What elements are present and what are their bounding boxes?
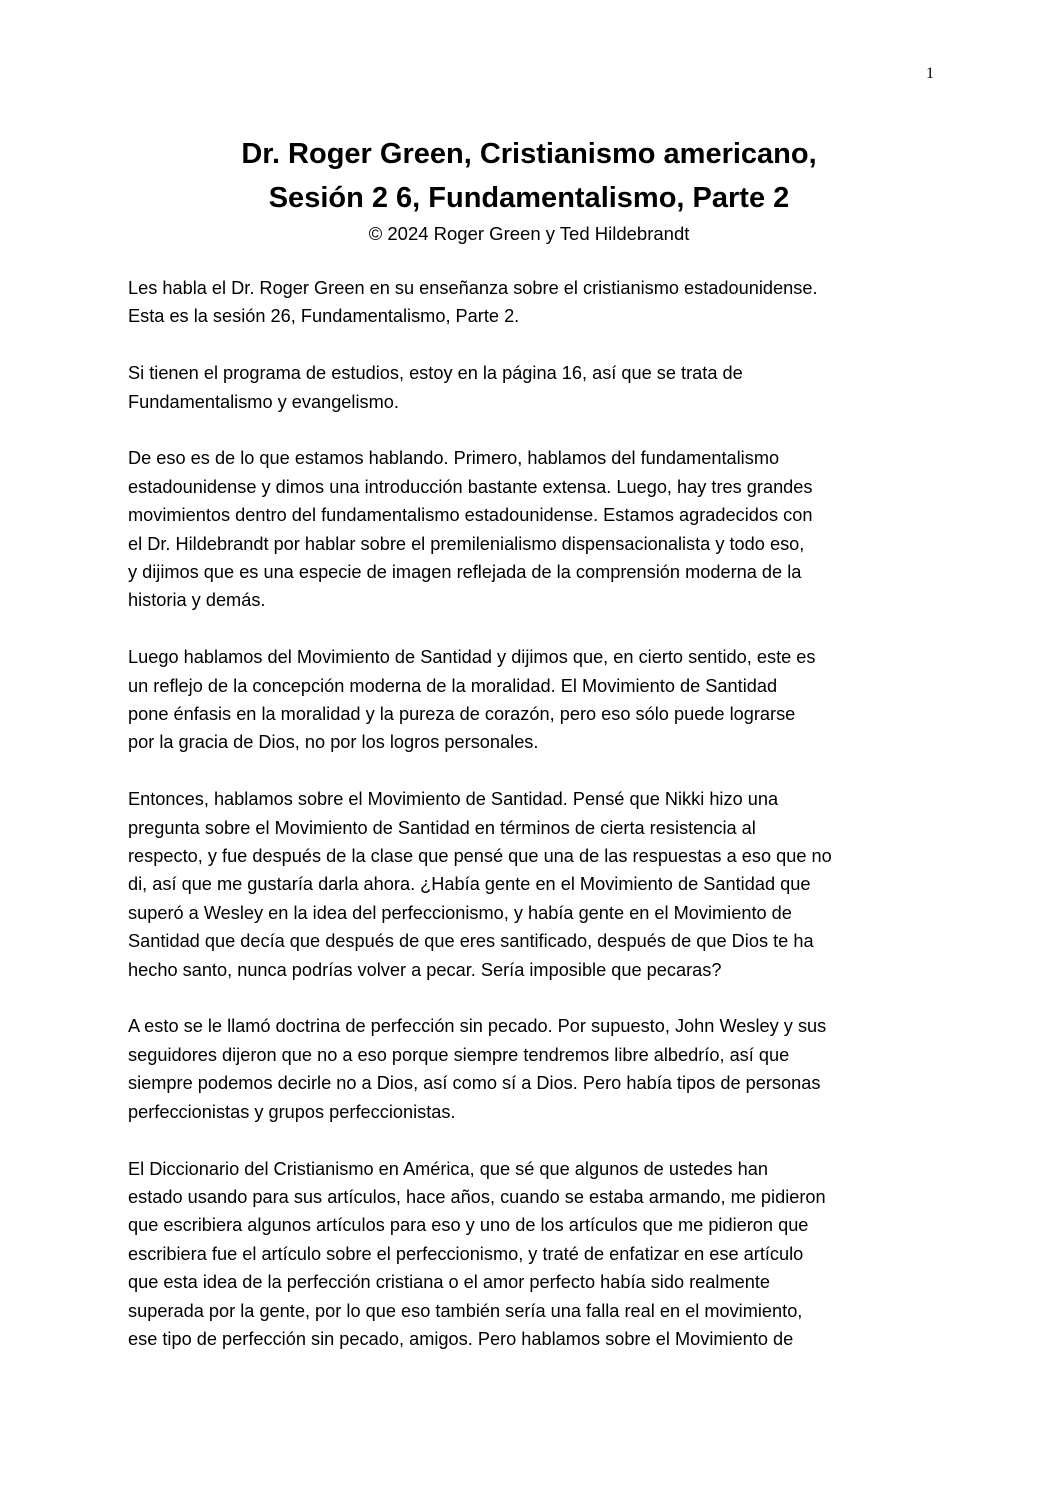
paragraph-line: pone énfasis en la moralidad y la pureza de corazón, pero eso sólo puede lograrse (128, 704, 796, 725)
paragraph-line: Luego hablamos del Movimiento de Santidad y dijimos que, en cierto sentido, este es (128, 647, 816, 668)
paragraph-line: por la gracia de Dios, no por los logros personales. (128, 732, 539, 753)
paragraph-line: Fundamentalismo y evangelismo. (128, 391, 399, 412)
paragraph-line: superó a Wesley en la idea del perfeccionismo, y había gente en el Movimiento de (128, 902, 792, 923)
paragraph-line: estadounidense y dimos una introducción bastante extensa. Luego, hay tres grandes (128, 476, 813, 497)
paragraph-line: escribiera fue el artículo sobre el perfeccionismo, y traté de enfatizar en ese artículo (128, 1243, 804, 1264)
paragraph (128, 1012, 934, 1126)
paragraph-line: Esta es la sesión 26, Fundamentalismo, Parte 2. (128, 306, 520, 327)
title-line-2: Sesión 2 6, Fundamentalismo, Parte 2 (268, 182, 790, 214)
paragraph-line: ese tipo de perfección sin pecado, amigos. Pero hablamos sobre el Movimiento de (128, 1328, 794, 1349)
paragraph-line: y dijimos que es una especie de imagen reflejada de la comprensión moderna de la (128, 562, 802, 583)
paragraph-line: di, así que me gustaría darla ahora. ¿Había gente en el Movimiento de Santidad que (128, 874, 811, 895)
paragraph-line: movimientos dentro del fundamentalismo estadounidense. Estamos agradecidos con (128, 505, 813, 526)
paragraph-line: respecto, y fue después de la clase que pensé que una de las respuestas a eso que no (128, 846, 832, 867)
paragraph-line: El Diccionario del Cristianismo en América, que sé que algunos de ustedes han (128, 1158, 768, 1179)
paragraph (128, 274, 934, 331)
paragraph-line: Les habla el Dr. Roger Green en su enseñanza sobre el cristianismo estadounidense. (128, 278, 818, 298)
paragraph (128, 785, 934, 984)
paragraph-line: A esto se le llamó doctrina de perfección sin pecado. Por supuesto, John Wesley y sus (128, 1016, 827, 1037)
paragraph-line: un reflejo de la concepción moderna de la moralidad. El Movimiento de Santidad (128, 675, 778, 696)
paragraph-line: que escribiera algunos artículos para eso y uno de los artículos que me pidieron que (128, 1215, 809, 1236)
paragraph-line: hecho santo, nunca podrías volver a pecar. Sería imposible que pecaras? (128, 959, 722, 980)
paragraph (128, 1155, 934, 1354)
paragraph (128, 359, 934, 416)
paragraph-line: superada por la gente, por lo que eso también sería una falla real en el movimiento, (128, 1300, 803, 1321)
paragraph-line: que esta idea de la perfección cristiana o el amor perfecto había sido realmente (128, 1272, 770, 1293)
paragraph-line: De eso es de lo que estamos hablando. Primero, hablamos del fundamentalismo (128, 448, 780, 469)
document-body (128, 274, 934, 1382)
page-number: 1 (926, 65, 934, 82)
paragraph-line: seguidores dijeron que no a eso porque siempre tendremos libre albedrío, así que (128, 1044, 790, 1065)
paragraph-line: estado usando para sus artículos, hace años, cuando se estaba armando, me pidieron (128, 1186, 826, 1207)
paragraph-line: Si tienen el programa de estudios, estoy en la página 16, así que se trata de (128, 363, 743, 384)
paragraph-line: el Dr. Hildebrandt por hablar sobre el premilenialismo dispensacionalista y todo eso, (128, 533, 805, 554)
document-title (100, 132, 958, 220)
paragraph-line: Santidad que decía que después de que eres santificado, después de que Dios te ha (128, 931, 814, 952)
title-line-1: Dr. Roger Green, Cristianismo americano, (241, 138, 817, 170)
paragraph (128, 444, 934, 614)
paragraph-line: Entonces, hablamos sobre el Movimiento de Santidad. Pensé que Nikki hizo una (128, 789, 779, 810)
paragraph (128, 643, 934, 757)
paragraph-line: perfeccionistas y grupos perfeccionistas. (128, 1101, 456, 1122)
paragraph-line: historia y demás. (128, 590, 266, 611)
copyright-notice: © 2024 Roger Green y Ted Hildebrandt (368, 223, 690, 244)
paragraph-line: siempre podemos decirle no a Dios, así como sí a Dios. Pero había tipos de personas (128, 1073, 821, 1094)
paragraph-line: pregunta sobre el Movimiento de Santidad en términos de cierta resistencia al (128, 817, 756, 838)
